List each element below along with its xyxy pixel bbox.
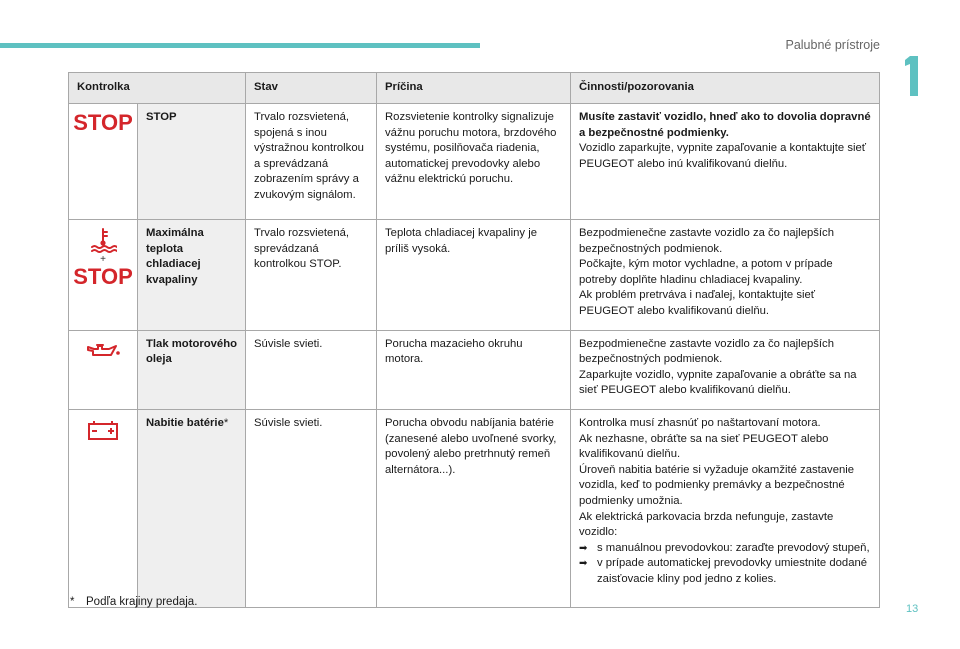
top-accent-bar bbox=[0, 43, 480, 48]
lamp-cause: Rozsvietenie kontrolky signalizuje vážnu poruchu motora, brzdového systému, posilňovača riadenia, automatickej prevodovky alebo vážnu elektrickú poruchu. bbox=[377, 104, 571, 220]
plus-sign: + bbox=[100, 254, 106, 265]
icon-cell bbox=[69, 409, 138, 607]
column-header-cinnosti: Činnosti/pozorovania bbox=[571, 73, 880, 104]
action-line: Ak nezhasne, obráťte sa na sieť PEUGEOT alebo kvalifikovanú dielňu. bbox=[579, 432, 829, 461]
table-row bbox=[69, 220, 880, 331]
lamp-state: Súvisle svieti. bbox=[246, 409, 377, 607]
table-row bbox=[69, 104, 880, 220]
footnote-mark: * bbox=[70, 596, 75, 608]
action-bold: Musíte zastaviť vozidlo, hneď ako to dovolia dopravné a bezpečnostné podmienky. bbox=[579, 111, 871, 139]
icon-cell bbox=[69, 220, 138, 331]
action-line: Bezpodmienečne zastavte vozidlo za čo najlepších bezpečnostných podmienok. bbox=[579, 227, 834, 255]
icon-cell bbox=[69, 104, 138, 220]
column-header-pricina: Príčina bbox=[377, 73, 571, 104]
action-line: Ak elektrická parkovacia brzda nefunguje, zastavte vozidlo: bbox=[579, 510, 834, 539]
oil-pressure-icon bbox=[85, 341, 121, 359]
action-line: Úroveň nabitia batérie si vyžaduje okamžité zastavenie vozidla, keď to podmienky premávky a bezpečnostné podmienky umožnia. bbox=[579, 463, 855, 507]
lamp-cause: Teplota chladiacej kvapaliny je príliš vysoká. bbox=[377, 220, 571, 331]
chapter-number-glyph bbox=[904, 56, 920, 96]
bullet-text: v prípade automatickej prevodovky umiestnite dodané zaisťovacie kliny pod jedno z kolies. bbox=[597, 557, 868, 585]
action-line: Kontrolka musí zhasnúť po naštartovaní motora. bbox=[579, 416, 821, 429]
section-title: Palubné prístroje bbox=[785, 38, 880, 52]
action-line: Zaparkujte vozidlo, vypnite zapaľovanie a obráťte sa na sieť PEUGEOT alebo kvalifikovanú dielňu. bbox=[579, 368, 857, 397]
table-row bbox=[69, 330, 880, 409]
lamp-state: Trvalo rozsvietená, spojená s inou výstražnou kontrolkou a sprevádzaná zobrazením správy a zvukovým signálom. bbox=[246, 104, 377, 220]
lamp-action bbox=[571, 330, 880, 409]
lamp-cause: Porucha mazacieho okruhu motora. bbox=[377, 330, 571, 409]
lamp-name: Maximálna teplota chladiacej kvapaliny bbox=[138, 220, 246, 331]
list-item bbox=[579, 556, 871, 587]
bullet-text: s manuálnou prevodovkou: zaraďte prevodový stupeň, bbox=[597, 541, 870, 554]
lamp-name: Tlak motorového oleja bbox=[138, 330, 246, 409]
lamp-action bbox=[571, 104, 880, 220]
lamp-cause: Porucha obvodu nabíjania batérie (zanesené alebo uvoľnené svorky, povolený alebo pretrhnutý remeň alternátora...). bbox=[377, 409, 571, 607]
lamp-action bbox=[571, 220, 880, 331]
footnote bbox=[70, 596, 197, 608]
lamp-name: STOP bbox=[138, 104, 246, 220]
bullet-arrow-icon: ➡ bbox=[579, 558, 588, 570]
bullet-arrow-icon: ➡ bbox=[579, 542, 588, 554]
table-header-row bbox=[69, 73, 880, 104]
column-header-kontrolka: Kontrolka bbox=[69, 73, 246, 104]
footnote-mark: * bbox=[223, 416, 229, 429]
warning-lamp-table bbox=[68, 72, 880, 608]
page-number: 13 bbox=[906, 603, 919, 615]
stop-warning-icon: STOP bbox=[73, 264, 133, 289]
column-header-stav: Stav bbox=[246, 73, 377, 104]
lamp-state: Trvalo rozsvietená, sprevádzaná kontrolkou STOP. bbox=[246, 220, 377, 331]
action-line: Ak problém pretrváva i naďalej, kontaktujte sieť PEUGEOT alebo kvalifikovanú dielňu. bbox=[579, 289, 815, 317]
chapter-number bbox=[904, 56, 920, 96]
table-row bbox=[69, 409, 880, 607]
action-line: Bezpodmienečne zastavte vozidlo za čo najlepších bezpečnostných podmienok. bbox=[579, 337, 834, 366]
coolant-temperature-icon bbox=[89, 226, 117, 254]
action-line: Počkajte, kým motor vychladne, a potom v prípade potreby doplňte hladinu chladiacej kvapaliny. bbox=[579, 258, 833, 286]
lamp-name bbox=[138, 409, 246, 607]
list-item bbox=[579, 541, 871, 557]
battery-icon bbox=[87, 420, 119, 440]
footnote-text: Podľa krajiny predaja. bbox=[86, 596, 198, 608]
lamp-action bbox=[571, 409, 880, 607]
stop-warning-icon: STOP bbox=[73, 110, 133, 135]
lamp-state: Súvisle svieti. bbox=[246, 330, 377, 409]
lamp-name-text: Nabitie batérie bbox=[146, 416, 224, 429]
icon-cell bbox=[69, 330, 138, 409]
action-text: Vozidlo zaparkujte, vypnite zapaľovanie a kontaktujte sieť PEUGEOT alebo inú kvalifikovanú dielňu. bbox=[579, 142, 867, 170]
